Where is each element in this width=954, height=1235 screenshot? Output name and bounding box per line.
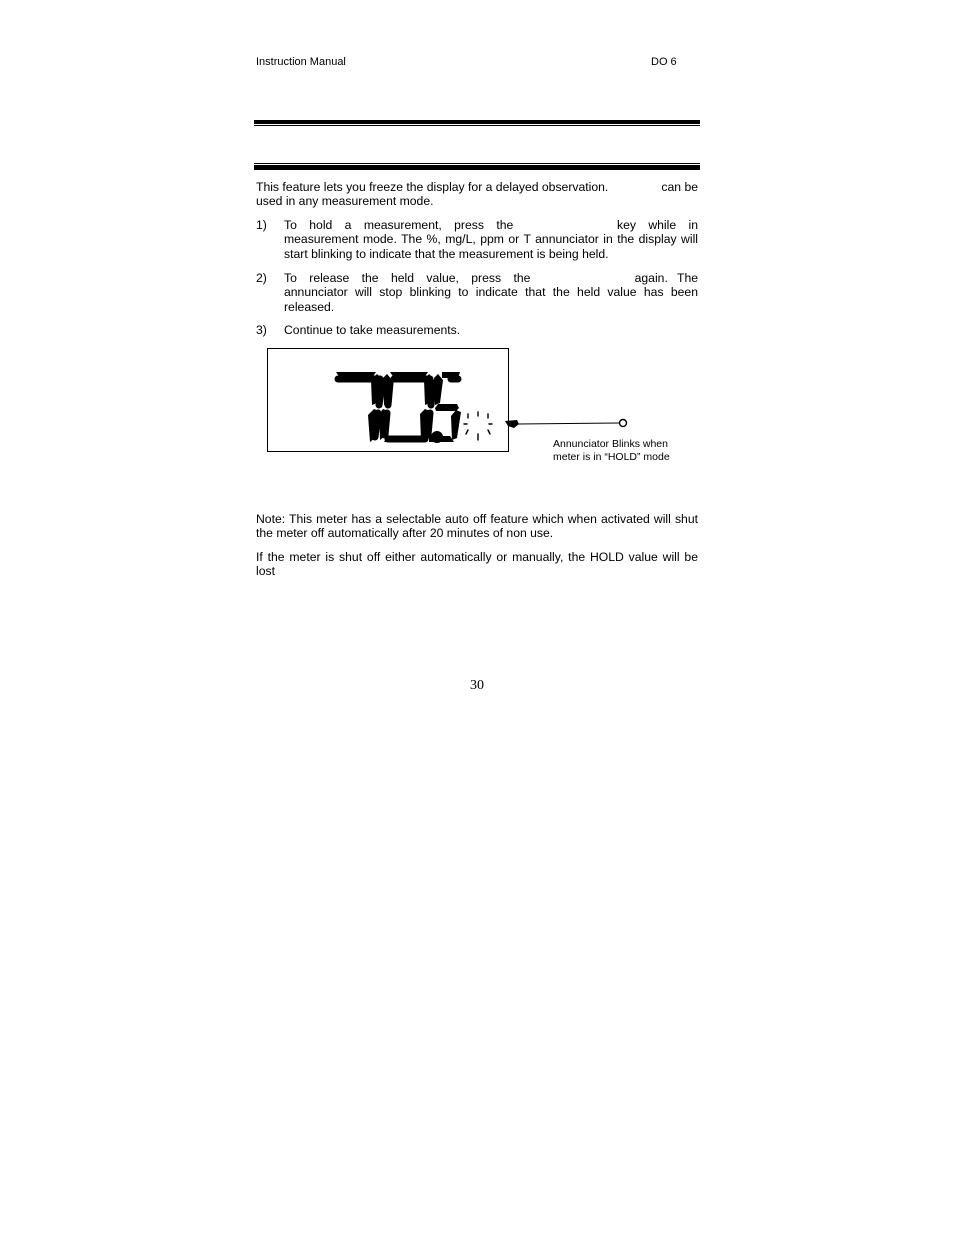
intro-line1-left: This feature lets you freeze the display for a delayed observation. bbox=[256, 180, 609, 194]
callout-line1: Annunciator Blinks when bbox=[553, 438, 668, 450]
hold-loss-paragraph: If the meter is shut off either automatically or manually, the HOLD value will be lost bbox=[256, 550, 698, 579]
step-1-line1-right: key while in bbox=[617, 218, 698, 232]
callout-line2: meter is in “HOLD” mode bbox=[553, 450, 670, 463]
section-rule bbox=[254, 165, 700, 170]
step-3 bbox=[256, 323, 698, 339]
annunciator-callout bbox=[553, 438, 693, 463]
step-1-rest: measurement mode. The %, mg/L, ppm or T annunciator in the display will start blinking to indicate that the measurement is being held. bbox=[284, 232, 698, 261]
intro-line1-right: can be bbox=[661, 180, 698, 194]
section-rule-thin bbox=[254, 163, 700, 164]
page-number: 30 bbox=[470, 678, 484, 693]
header-title: Instruction Manual bbox=[256, 56, 346, 68]
step-number: 1) bbox=[256, 218, 267, 232]
step-2-rest: annunciator will stop blinking to indicate that the held value has been released. bbox=[284, 285, 698, 314]
step-1-line1-left: To hold a measurement, press the bbox=[284, 218, 514, 232]
callout-arrow bbox=[500, 412, 635, 436]
step-1 bbox=[256, 218, 698, 262]
intro-paragraph bbox=[256, 180, 698, 209]
top-rule-thin bbox=[254, 125, 700, 126]
intro-line2: used in any measurement mode. bbox=[256, 194, 434, 209]
step-3-text: Continue to take measurements. bbox=[284, 323, 461, 337]
top-rule bbox=[254, 120, 700, 124]
step-2 bbox=[256, 271, 698, 315]
blinking-annunciator-icon bbox=[460, 410, 496, 444]
step-number: 2) bbox=[256, 271, 267, 285]
step-2-line1-right: again. The bbox=[634, 271, 698, 285]
step-number: 3) bbox=[256, 323, 267, 337]
header-model: DO 6 bbox=[651, 56, 677, 68]
step-2-line1-left: To release the held value, press the bbox=[284, 271, 531, 285]
note-paragraph: Note: This meter has a selectable auto off feature which when activated will shut the meter off automatically after 20 minutes of non use. bbox=[256, 512, 698, 541]
